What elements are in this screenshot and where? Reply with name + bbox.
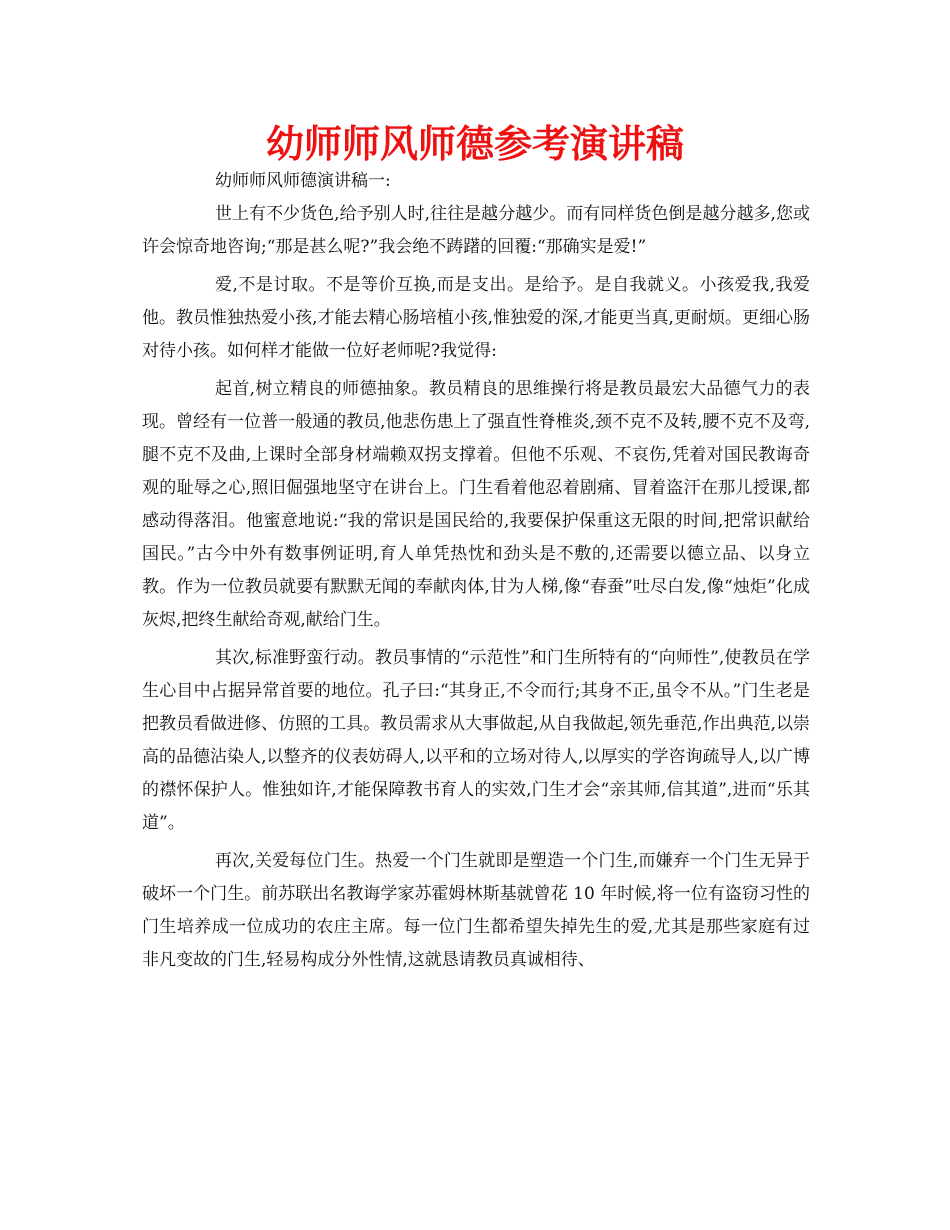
document-body — [142, 198, 810, 982]
paragraph: 爱,不是讨取。不是等价互换,而是支出。是给予。是自我就义。小孩爱我,我爱他。教员惟独热爱小孩,才能去精心肠培植小孩,惟独爱的深,才能更当真,更耐烦。更细心肠对待小孩。如何样才能做一位好老师呢?我觉得: — [142, 275, 810, 361]
paragraph: 世上有不少货色,给予别人时,往往是越分越少。而有同样货色倒是越分越多,您或许会惊奇地咨询;“那是甚么呢?”我会绝不踌躇的回覆:“那确实是爱!” — [142, 204, 810, 257]
paragraph: 其次,标准野蛮行动。教员事情的“示范性”和门生所特有的“向师性”,使教员在学生心目中占据异常首要的地位。孔子曰:“其身正,不令而行;其身不正,虽令不从。”门生老是把教员看做进修、仿照的工具。教员需求从大事做起,从自我做起,领先垂范,作出典范,以崇高的品德沾染人,以整齐的仪表妨碍人,以平和的立场对待人,以厚实的学咨询疏导人,以广博的襟怀保护人。惟独如许,才能保障教书育人的实效,门生才会“亲其师,信其道”,进而“乐其道”。 — [142, 648, 810, 833]
paragraph: 起首,树立精良的师德抽象。教员精良的思维操行将是教员最宏大品德气力的表现。曾经有一位普一般通的教员,他悲伤患上了强直性脊椎炎,颈不克不及转,腰不克不及弯,腿不克不及曲,上课时全部身材端赖双拐支撑着。但他不乐观、不哀伤,凭着对国民教诲奇观的耻辱之心,照旧倔强地坚守在讲台上。门生看着他忍着剧痛、冒着盗汗在那儿授课,都感动得落泪。他蜜意地说:“我的常识是国民给的,我要保护保重这无限的时间,把常识献给国民。”古今中外有数事例证明,育人单凭热忱和劲头是不敷的,还需要以德立品、以身立教。作为一位教员就要有默默无闻的奉献肉体,甘为人梯,像“春蚕”吐尽白发,像“烛炬”化成灰烬,把终生献给奇观,献给门生。 — [142, 379, 810, 630]
section-subheading: 幼师师风师德演讲稿一: — [215, 171, 391, 191]
document-title: 幼师师风师德参考演讲稿 — [265, 122, 684, 166]
paragraph: 再次,关爱每位门生。热爱一个门生就即是塑造一个门生,而嫌弃一个门生无异于破坏一个门生。前苏联出名教诲学家苏霍姆林斯基就曾花 10 年时候,将一位有盗窃习性的门生培养成一位成功的农庄主席。每一位门生都希望失掉先生的爱,尤其是那些家庭有过非凡变故的门生,轻易构成分外性情,这就恳请教员真诚相待、 — [142, 851, 810, 970]
